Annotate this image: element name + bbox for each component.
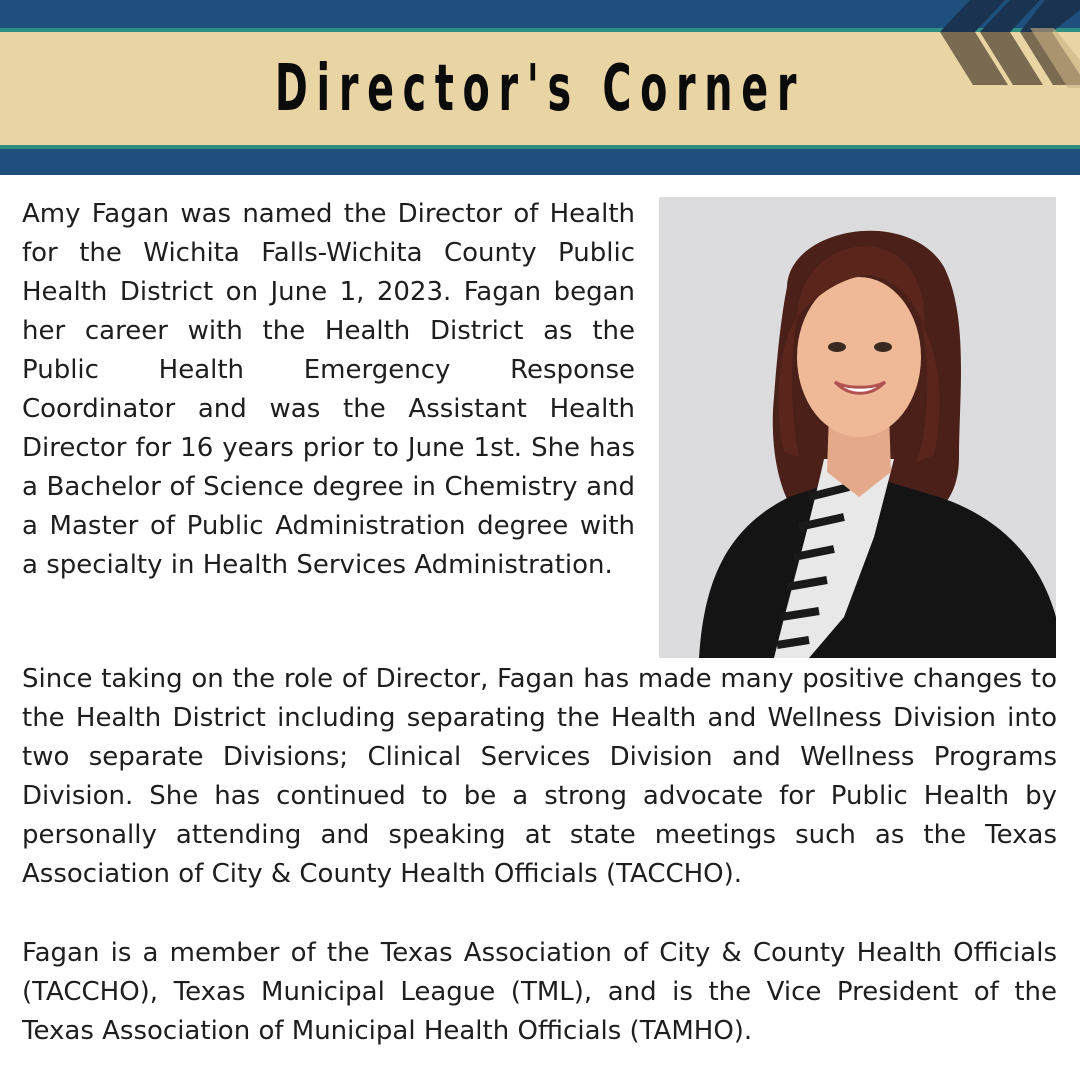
article-paragraph-1: Amy Fagan was named the Director of Health for the Wichita Falls-Wichita County Public Health District on June 1, 2023. Fagan began her career with the Health District as the Public Health Emergency Response Coordinator and was the Assistant Health Director for 16 years prior to June 1st. She has a Bachelor of Science degree in Chemistry and a Master of Public Administration degree with a specialty in Health Services Administration.: [22, 199, 635, 580]
portrait-photo: [659, 197, 1056, 658]
article-paragraph-3: Fagan is a member of the Texas Association of City & County Health Officials (TACCHO), Texas Municipal League (TML), and is the Vice President of the Texas Association of Municipal Health Officials (TAMHO).: [22, 938, 1057, 1046]
page-title: Director's Corner: [274, 51, 806, 126]
header-banner: [0, 0, 1080, 175]
chevron-decoration-icon: [930, 0, 1080, 110]
portrait-photo-icon: [659, 197, 1056, 658]
article-paragraph-2: Since taking on the role of Director, Fagan has made many positive changes to the Health District including separating the Health and Wellness Division into two separate Divisions; Clinical Services Division and Wellness Programs Division. She has continued to be a strong advocate for Public Health by personally attending and speaking at state meetings such as the Texas Association of City & County Health Officials (TACCHO).: [22, 664, 1057, 889]
banner-bottom-stripe: [0, 145, 1080, 149]
